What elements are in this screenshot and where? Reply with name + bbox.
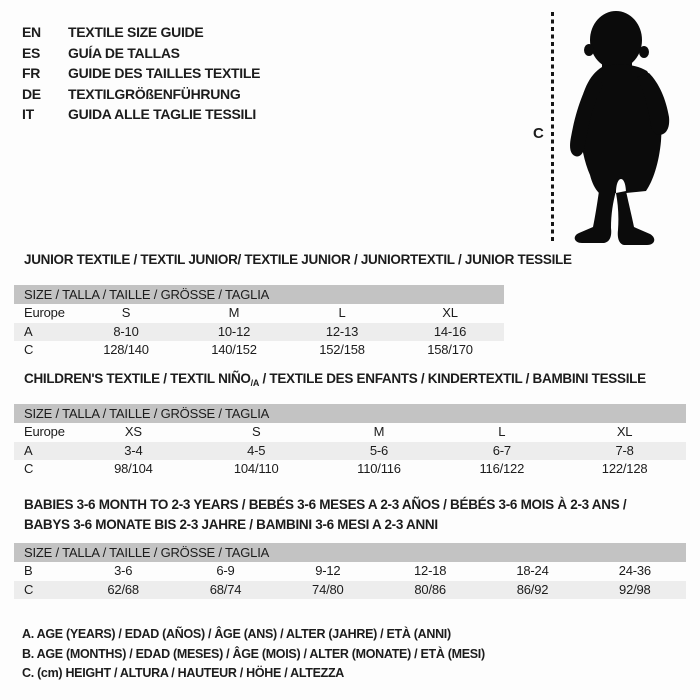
section-title-children-suffix: / TEXTILE DES ENFANTS / KINDERTEXTIL / BAMBINI TESSILE: [259, 371, 646, 386]
height-cell: 74/80: [312, 581, 344, 597]
table-size-header: SIZE / TALLA / TAILLE / GRÖSSE / TAGLIA: [14, 543, 686, 562]
size-cell: M: [373, 424, 385, 439]
age-cell: 6-7: [492, 442, 511, 458]
table-row-height-cm: [14, 341, 504, 360]
language-code: DE: [22, 85, 41, 102]
age-cell: 18-24: [516, 563, 549, 578]
height-cell: 158/170: [427, 342, 473, 357]
age-cell: 14-16: [433, 323, 467, 339]
footnote-a-age-years: A. AGE (YEARS) / EDAD (AÑOS) / ÂGE (ANS) / ALTER (JAHRE) / ETÀ (ANNI): [22, 627, 451, 641]
table-row-age-years: [14, 442, 686, 461]
language-label: TEXTILE SIZE GUIDE: [68, 24, 204, 40]
section-title-children-prefix: CHILDREN'S TEXTILE / TEXTIL NIÑO: [24, 371, 251, 386]
height-cell: 86/92: [516, 581, 549, 597]
age-cell: 12-18: [414, 563, 447, 578]
table-row-age-months: [14, 562, 686, 581]
age-cell: 7-8: [615, 442, 634, 458]
height-measure-label: C: [533, 125, 544, 142]
age-cell: 10-12: [217, 323, 251, 339]
age-cell: 3-4: [124, 442, 143, 458]
row-label: A: [24, 323, 33, 339]
language-list: [22, 22, 260, 125]
table-size-header: SIZE / TALLA / TAILLE / GRÖSSE / TAGLIA: [14, 285, 504, 304]
language-label: GUIDE DES TAILLES TEXTILE: [68, 65, 261, 81]
row-label: C: [24, 342, 34, 357]
age-cell: 3-6: [114, 563, 133, 578]
size-cell: S: [251, 424, 261, 439]
row-label: C: [24, 581, 34, 597]
section-title-babies-line1: BABIES 3-6 MONTH TO 2-3 YEARS / BEBÉS 3-6 MESES A 2-3 AÑOS / BÉBÉS 3-6 MOIS À 2-3 ANS /: [24, 497, 627, 512]
height-cell: 92/98: [619, 581, 651, 597]
age-cell: 24-36: [618, 563, 651, 578]
table-row-europe: [14, 304, 504, 323]
table-row-europe: [14, 423, 686, 442]
row-label: Europe: [24, 305, 65, 320]
height-measure-dashed-line: [551, 12, 554, 244]
size-cell: XL: [442, 305, 458, 320]
language-code: IT: [22, 106, 34, 122]
language-row-es: [22, 43, 260, 64]
table-size-header: SIZE / TALLA / TAILLE / GRÖSSE / TAGLIA: [14, 404, 686, 423]
language-code: FR: [22, 65, 41, 81]
size-table-children: [14, 404, 686, 479]
section-title-children-subscript: /A: [250, 378, 260, 388]
row-label: Europe: [24, 424, 65, 439]
footnote-c-height-cm: C. (cm) HEIGHT / ALTURA / HAUTEUR / HÖHE / ALTEZZA: [22, 666, 345, 680]
row-label: A: [24, 442, 33, 458]
age-cell: 8-10: [113, 323, 139, 339]
row-label: B: [24, 563, 33, 578]
size-cell: L: [338, 305, 346, 320]
section-title-children: [24, 371, 646, 388]
size-table-babies: [14, 543, 686, 599]
footnotes: [22, 625, 485, 684]
height-cell: 68/74: [209, 581, 242, 597]
table-row-height-cm: [14, 581, 686, 600]
language-row-en: [22, 22, 260, 43]
language-code: ES: [22, 44, 41, 61]
height-cell: 152/158: [319, 342, 365, 357]
language-label: GUIDA ALLE TAGLIE TESSILI: [68, 106, 256, 122]
age-cell: 4-5: [247, 442, 266, 458]
height-cell: 110/116: [357, 461, 401, 476]
size-cell: M: [228, 305, 240, 320]
size-table-junior: [14, 285, 504, 360]
section-title-babies: [24, 495, 626, 534]
row-label: C: [24, 461, 34, 476]
height-cell: 62/68: [107, 581, 139, 597]
language-label: TEXTILGRÖßENFÜHRUNG: [68, 85, 241, 102]
language-row-it: [22, 104, 260, 125]
footnote-b-age-months: B. AGE (MONTHS) / EDAD (MESES) / ÂGE (MOIS) / ALTER (MONATE) / ETÀ (MESI): [22, 646, 485, 661]
section-title-junior: JUNIOR TEXTILE / TEXTIL JUNIOR/ TEXTILE JUNIOR / JUNIORTEXTIL / JUNIOR TESSILE: [24, 252, 572, 267]
height-cell: 116/122: [479, 461, 525, 476]
toddler-silhouette-icon: [556, 6, 691, 246]
table-row-age-years: [14, 323, 504, 342]
section-title-babies-line2: BABYS 3-6 MONATE BIS 2-3 JAHRE / BAMBINI 3-6 MESI A 2-3 ANNI: [24, 516, 438, 532]
language-label: GUÍA DE TALLAS: [68, 44, 180, 61]
size-cell: XL: [616, 424, 633, 439]
age-cell: 5-6: [369, 442, 389, 458]
table-row-height-cm: [14, 460, 686, 479]
height-cell: 80/86: [414, 581, 446, 597]
language-row-de: [22, 84, 260, 105]
height-cell: 98/104: [114, 461, 153, 476]
height-cell: 128/140: [103, 342, 149, 357]
size-cell: L: [498, 424, 506, 439]
size-cell: XS: [124, 424, 142, 439]
age-cell: 6-9: [216, 563, 235, 578]
age-cell: 9-12: [315, 563, 341, 578]
age-cell: 12-13: [325, 323, 359, 339]
height-cell: 104/110: [233, 461, 279, 476]
size-cell: S: [121, 305, 131, 320]
height-cell: 122/128: [601, 461, 648, 476]
language-row-fr: [22, 63, 260, 84]
height-cell: 140/152: [211, 342, 257, 357]
language-code: EN: [22, 24, 41, 40]
